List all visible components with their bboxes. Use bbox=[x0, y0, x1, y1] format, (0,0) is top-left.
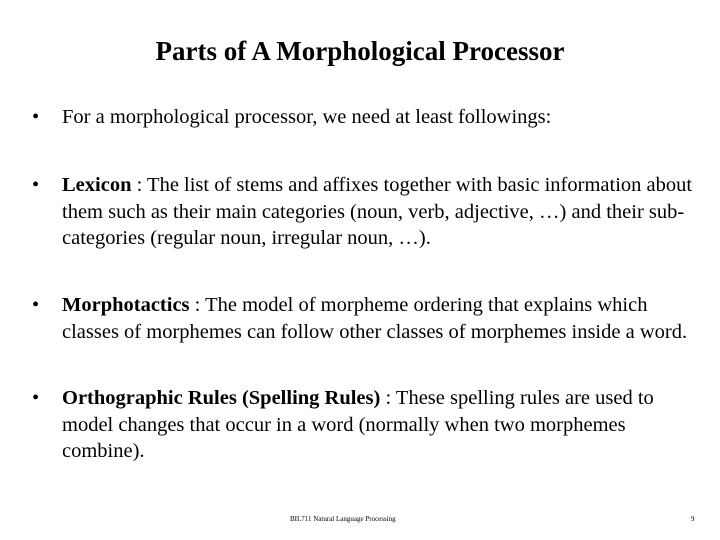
footer-course-name: BIL711 Natural Language Processing bbox=[290, 515, 396, 523]
bullet-lexicon bbox=[32, 172, 696, 252]
bullet-orthographic-rules-text bbox=[62, 385, 696, 465]
lexicon-description: The list of stems and affixes together with basic information about them such as their main categories (noun, verb, adjective, …) and their sub-categories (regular noun, irregular noun, …). bbox=[62, 174, 693, 249]
term-separator: : bbox=[189, 294, 206, 316]
bullet-lexicon-text bbox=[62, 172, 696, 252]
bullet-intro-text: For a morphological processor, we need at least followings: bbox=[62, 106, 552, 128]
footer-page-number: 9 bbox=[691, 515, 695, 523]
morphotactics-description: The model of morpheme ordering that explains which classes of morphemes can follow other classes of morphemes inside a word. bbox=[62, 294, 688, 343]
bullet-marker: • bbox=[32, 294, 40, 316]
term-lexicon: Lexicon bbox=[62, 174, 132, 196]
orthographic-rules-description: These spelling rules are used to model changes that occur in a word (normally when two morphemes combine). bbox=[62, 387, 654, 462]
bullet-morphotactics-text bbox=[62, 292, 696, 345]
bullet-morphotactics bbox=[32, 292, 696, 345]
slide-title: Parts of A Morphological Processor bbox=[155, 36, 565, 66]
term-separator: : bbox=[131, 174, 148, 196]
bullet-orthographic-rules bbox=[32, 385, 696, 465]
term-morphotactics: Morphotactics bbox=[62, 294, 190, 316]
bullet-intro bbox=[32, 104, 696, 131]
term-orthographic-rules: Orthographic Rules (Spelling Rules) bbox=[62, 387, 381, 409]
bullet-marker: • bbox=[32, 106, 40, 128]
bullet-marker: • bbox=[32, 174, 40, 196]
bullet-marker: • bbox=[32, 387, 40, 409]
term-separator: : bbox=[380, 387, 396, 409]
